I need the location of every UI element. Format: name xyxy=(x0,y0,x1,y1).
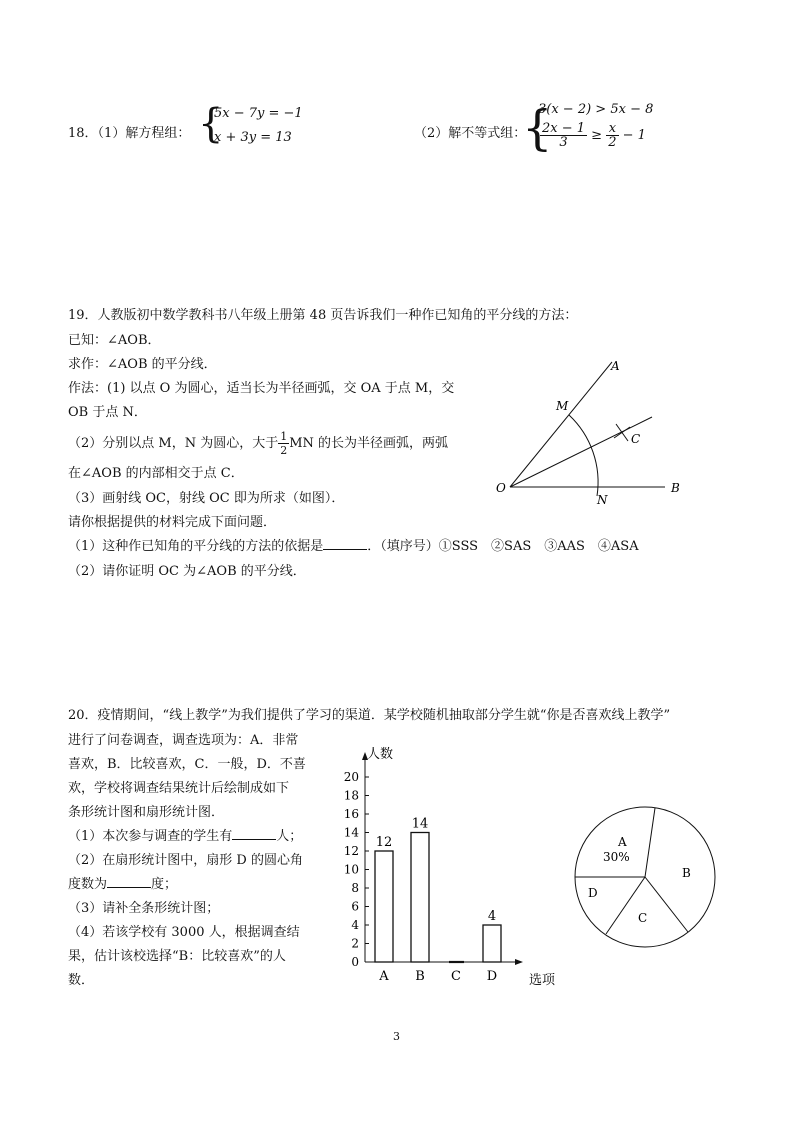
pie-percent-a: 30% xyxy=(603,850,630,864)
q20-sub2-line1: （2）在扇形统计图中，扇形 D 的圆心角 xyxy=(68,853,303,868)
y-tick-label: 12 xyxy=(343,844,359,858)
q19-given: 已知：∠AOB． xyxy=(68,333,161,348)
y-tick-label: 18 xyxy=(343,788,359,803)
label-m: M xyxy=(556,399,569,413)
y-tick-label: 4 xyxy=(351,918,359,932)
bar-a xyxy=(375,851,393,962)
q20-desc-line-3: 欢，学校将调查结果统计后绘制成如下 xyxy=(68,781,290,796)
q19-frac-denominator: 2 xyxy=(280,444,288,457)
q19-sub2: （2）请你证明 OC 为∠AOB 的平分线． xyxy=(68,564,306,579)
bar-value-label-a: 12 xyxy=(375,835,393,850)
q18-ineq2-tail: − 1 xyxy=(622,128,646,143)
q20-sub1 xyxy=(68,827,302,847)
y-tick-label: 10 xyxy=(343,862,359,877)
q19-task: 求作：∠AOB 的平分线． xyxy=(68,357,217,372)
q18-ineq2-left-numerator: 2x − 1 xyxy=(542,121,586,136)
q19-step2-line1 xyxy=(68,430,448,457)
q20-sub2-pre: 度数为 xyxy=(68,877,108,892)
bar-b xyxy=(411,833,429,963)
q20-sub1-answer-blank[interactable] xyxy=(232,827,276,840)
bar-layer xyxy=(344,770,501,984)
x-category-label-a: A xyxy=(379,969,389,984)
q18-system2-brace: { xyxy=(522,100,553,156)
q20-desc-line-1: 进行了问卷调查，调查选项为：A．非常 xyxy=(68,733,299,748)
q18-ineq2-right-numerator: x xyxy=(606,122,618,136)
label-b: B xyxy=(671,481,680,495)
y-tick-label: 8 xyxy=(351,881,359,895)
q19-sub1 xyxy=(68,537,639,557)
q19-sub1-post: ．（填序号）①SSS ②SAS ③AAS ④ASA xyxy=(367,539,639,554)
q20-desc-line-2: 喜欢，B．比较喜欢，C．一般，D．不喜 xyxy=(68,757,306,772)
intersect-arc-2 xyxy=(614,427,630,438)
q19-step2-pre: （2）分别以点 M，N 为圆心，大于 xyxy=(68,436,279,451)
q18-ineq2-right-denominator: 2 xyxy=(608,135,617,150)
q20-sub1-pre: （1）本次参与调查的学生有 xyxy=(68,829,233,844)
x-axis-arrow xyxy=(515,959,523,965)
q18-inequality-2 xyxy=(540,122,646,149)
pie-divider-b-c xyxy=(645,877,688,932)
q18-ineq2-relation: ≥ xyxy=(591,128,603,143)
pie-divider-c-d xyxy=(606,877,648,934)
pie-label-c: C xyxy=(638,911,648,925)
bar-d xyxy=(483,925,501,962)
y-tick-label: 0 xyxy=(351,955,359,969)
q20-sub4-line3: 数． xyxy=(68,973,95,988)
y-tick-label: 16 xyxy=(343,807,359,821)
pie-divider-a-b xyxy=(645,808,655,877)
pie-chart xyxy=(566,800,726,950)
pie-label-b: B xyxy=(682,866,691,880)
y-tick-label: 2 xyxy=(351,936,359,951)
q18-system1-brace: { xyxy=(198,101,224,147)
q19-sub1-pre: （1）这种作已知角的平分线的方法的依据是 xyxy=(68,539,324,554)
q19-frac-numerator: 1 xyxy=(280,430,288,443)
q18-equation-2: x + 3y = 13 xyxy=(214,130,292,145)
q19-intro: 19．人教版初中数学教科书八年级上册第 48 页告诉我们一种作已知角的平分线的方法： xyxy=(68,308,578,323)
q20-sub4-line2: 果，估计该校选择“B：比较喜欢”的人 xyxy=(68,949,286,964)
x-axis-label: 选项 xyxy=(529,973,556,988)
y-tick-label: 6 xyxy=(351,899,359,914)
pie-label-d: D xyxy=(588,886,598,900)
q18-part2-label: （2）解不等式组： xyxy=(414,126,527,141)
q19-request: 请你根据提供的材料完成下面问题． xyxy=(68,515,277,530)
pie-label-a: A xyxy=(618,835,627,849)
y-tick-label: 14 xyxy=(343,825,359,840)
x-category-label-d: D xyxy=(486,969,498,984)
ray-oc xyxy=(510,417,652,487)
q20-intro: 20．疫情期间，“线上教学”为我们提供了学习的渠道．某学校随机抽取部分学生就“你是否喜欢线上教学” xyxy=(68,708,671,723)
label-o: O xyxy=(496,481,506,495)
y-tick-label: 20 xyxy=(343,770,359,784)
label-a: A xyxy=(611,359,620,373)
y-axis-label: 人数 xyxy=(367,747,394,762)
q18-equation-1: 5x − 7y = −1 xyxy=(214,106,303,121)
label-n: N xyxy=(597,493,608,507)
q20-sub4-line1: （4）若该学校有 3000 人，根据调查结 xyxy=(68,925,300,940)
bar-value-label-d: 4 xyxy=(487,909,497,924)
q19-step2-line2: 在∠AOB 的内部相交于点 C． xyxy=(68,466,244,481)
label-c: C xyxy=(631,432,641,446)
q20-sub1-post: 人； xyxy=(276,829,303,844)
q20-desc-line-4: 条形统计图和扇形统计图． xyxy=(68,805,225,820)
bar-chart xyxy=(325,740,565,1000)
q18-part1-label: 18．（1）解方程组： xyxy=(68,126,191,141)
q19-step1-line1: 作法：(1) 以点 O 为圆心，适当长为半径画弧，交 OA 于点 M，交 xyxy=(68,381,455,396)
angle-bisector-figure xyxy=(490,350,700,510)
bar-value-label-b: 14 xyxy=(411,816,429,832)
x-category-label-c: C xyxy=(451,969,461,984)
q19-sub1-answer-blank[interactable] xyxy=(323,537,367,550)
q20-sub2-line2 xyxy=(68,875,177,895)
page-number: 3 xyxy=(393,1030,400,1043)
q19-step2-post: MN 的长为半径画弧，两弧 xyxy=(289,436,449,451)
q20-sub2-answer-blank[interactable] xyxy=(107,875,151,888)
x-category-label-b: B xyxy=(415,969,425,984)
q19-step1-line2: OB 于点 N． xyxy=(68,405,147,420)
q20-sub3: （3）请补全条形统计图； xyxy=(68,901,220,916)
q18-ineq2-left-denominator: 3 xyxy=(559,135,568,150)
q19-step3: （3）画射线 OC，射线 OC 即为所求（如图）． xyxy=(68,491,345,506)
q20-sub2-post: 度； xyxy=(151,877,178,892)
q18-inequality-1: 3(x − 2) > 5x − 8 xyxy=(538,102,654,117)
